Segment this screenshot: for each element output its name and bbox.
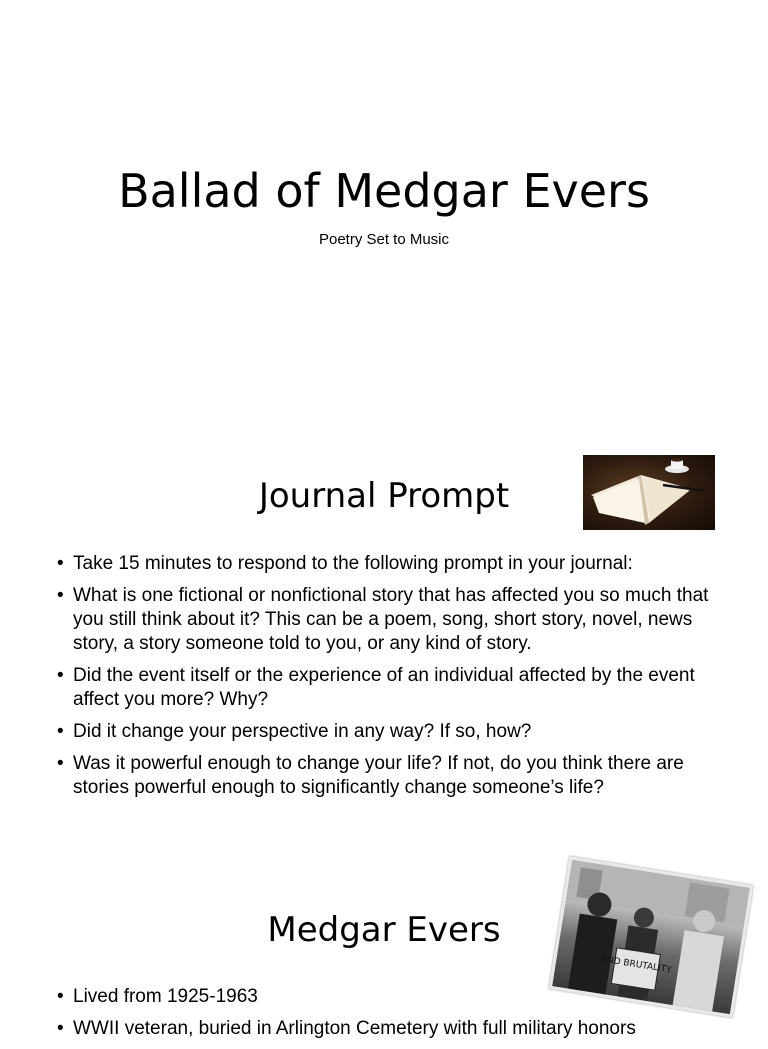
open-journal-with-coffee-icon <box>583 455 715 530</box>
list-item: • Did it change your perspective in any way? If so, how? <box>55 720 715 744</box>
journal-prompt-heading: Journal Prompt <box>258 476 510 516</box>
protest-sign-text: END BRUTALITY <box>600 954 673 976</box>
list-item: • Take 15 minutes to respond to the following prompt in your journal: <box>55 552 715 576</box>
medgar-evers-heading: Medgar Evers <box>267 910 501 950</box>
presentation-subtitle: Poetry Set to Music <box>318 231 450 248</box>
list-item: • What is one fictional or nonfictional story that has affected you so much that you still think about it? This can be a poem, song, short story, novel, news story, a story someone told to you, or any kind of story. <box>55 584 715 656</box>
list-item: • Was it powerful enough to change your life? If not, do you think there are stories powerful enough to significantly change someone’s life? <box>55 752 715 800</box>
title-slide <box>0 0 768 430</box>
journal-illustration <box>583 455 715 530</box>
list-item: • WWII veteran, buried in Arlington Cemetery with full military honors <box>55 1017 715 1041</box>
list-item: • Did the event itself or the experience of an individual affected by the event affect you more? Why? <box>55 664 715 712</box>
journal-prompt-list <box>55 552 715 808</box>
list-item: • Lived from 1925-1963 <box>55 985 715 1009</box>
presentation-title: Ballad of Medgar Evers <box>118 164 650 218</box>
medgar-evers-list <box>55 985 715 1049</box>
